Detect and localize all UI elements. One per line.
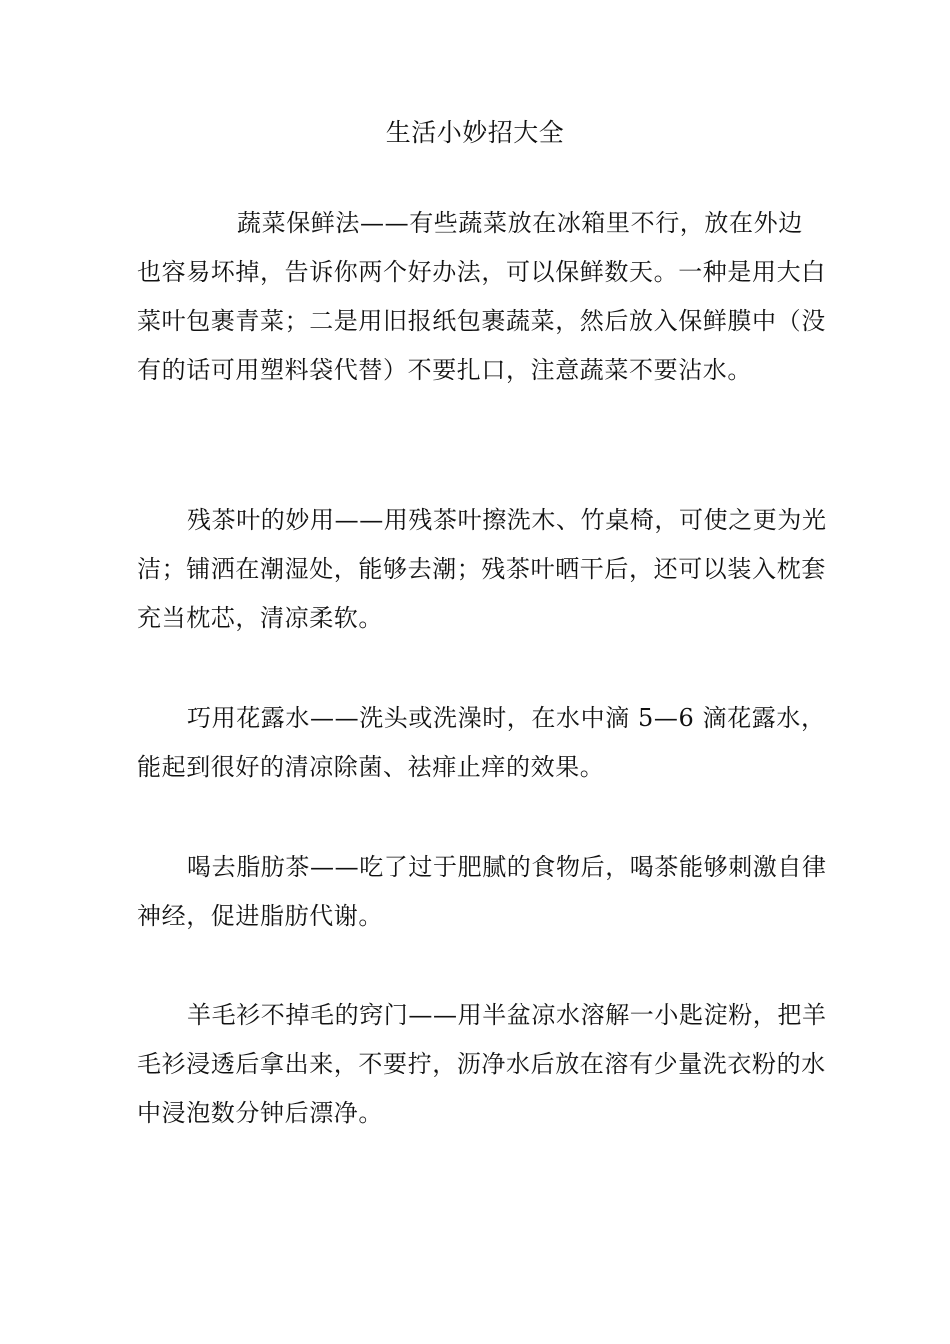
paragraph-tea-leaves-uses: 残茶叶的妙用——用残茶叶擦洗木、竹桌椅，可使之更为光洁；铺洒在潮湿处，能够去潮；残茶叶晒干后，还可以装入枕套充当枕芯，清凉柔软。 [137,506,827,632]
paragraph-floral-water: 巧用花露水——洗头或洗澡时，在水中滴 5—6 滴花露水，能起到很好的清凉除菌、祛痱止痒的效果。 [137,704,826,781]
paragraph-wool-sweater: 羊毛衫不掉毛的窍门——用半盆凉水溶解一小匙淀粉，把羊毛衫浸透后拿出来，不要拧，沥净水后放在溶有少量洗衣粉的水中浸泡数分钟后漂净。 [137,1001,827,1127]
paragraph-fat-removing-tea: 喝去脂肪茶——吃了过于肥腻的食物后，喝茶能够刺激自律神经，促进脂肪代谢。 [137,853,827,930]
document-title: 生活小妙招大全 [385,118,565,147]
paragraph-vegetable-preservation: 蔬菜保鲜法——有些蔬菜放在冰箱里不行，放在外边也容易坏掉，告诉你两个好办法，可以保鲜数天。一种是用大白菜叶包裹青菜；二是用旧报纸包裹蔬菜，然后放入保鲜膜中（没有的话可用塑料袋代替）不要扎口，注意蔬菜不要沾水。 [137,209,826,384]
